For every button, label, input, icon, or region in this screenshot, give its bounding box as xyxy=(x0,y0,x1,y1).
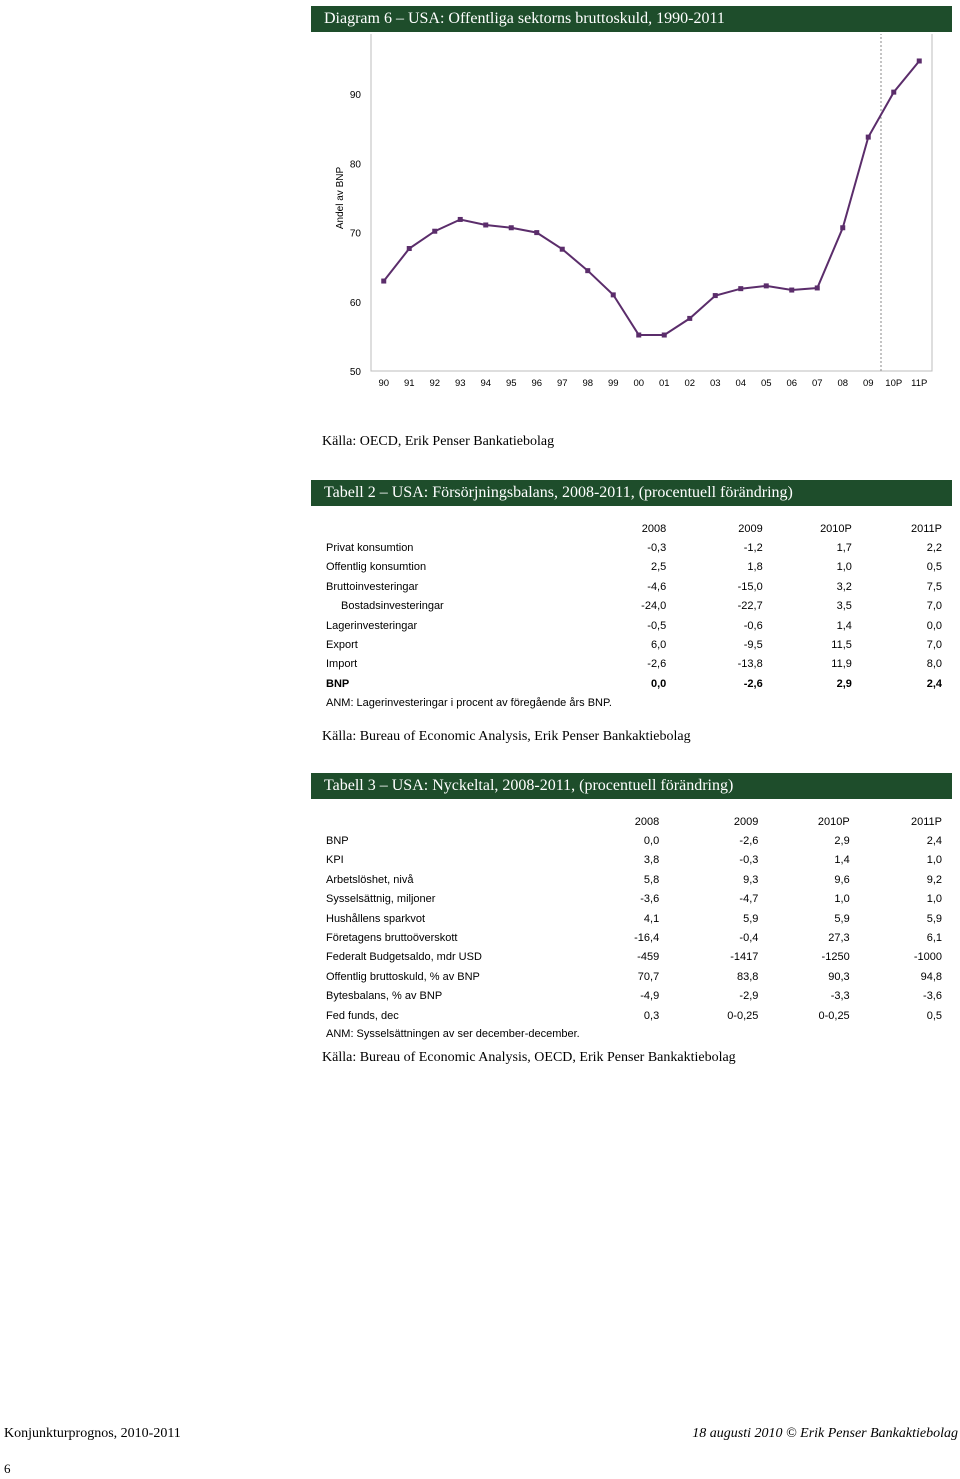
table-row xyxy=(322,635,942,654)
x-tick-label: 07 xyxy=(811,378,823,389)
data-point xyxy=(636,333,641,338)
x-tick-label: 95 xyxy=(505,378,517,389)
data-point xyxy=(687,316,692,321)
table2-header-2008: 2008 xyxy=(641,522,667,535)
row-value: -15,0 xyxy=(737,580,763,593)
y-tick-label: 90 xyxy=(349,90,361,102)
row-value: -1417 xyxy=(730,951,759,964)
row-label: Sysselsättnig, miljoner xyxy=(326,893,436,906)
table-row xyxy=(322,1006,942,1025)
x-tick-label: 10P xyxy=(885,378,903,389)
row-label: Privat konsumtion xyxy=(326,542,414,555)
table-row xyxy=(322,909,942,928)
x-tick-label: 06 xyxy=(786,378,798,389)
row-value: -2,6 xyxy=(739,835,759,848)
row-value: 7,0 xyxy=(926,639,942,652)
row-value: -4,6 xyxy=(647,580,667,593)
row-value: -13,8 xyxy=(737,658,763,671)
table3-header-label xyxy=(322,812,545,831)
row-label: Offentlig konsumtion xyxy=(326,561,427,574)
table-row xyxy=(322,967,942,986)
x-tick-label: 01 xyxy=(658,378,670,389)
row-value: 6,0 xyxy=(650,639,667,652)
y-tick-label: 80 xyxy=(349,159,361,171)
row-value: 2,2 xyxy=(926,542,942,555)
table3-header-2010p: 2010P xyxy=(817,815,850,828)
row-value: 4,1 xyxy=(643,912,660,925)
row-value: 11,5 xyxy=(831,639,852,652)
table2-header-2009: 2009 xyxy=(738,522,763,535)
table2-header-2011p: 2011P xyxy=(911,522,942,535)
plot-frame xyxy=(371,34,932,371)
y-tick-label: 60 xyxy=(349,297,361,309)
row-value: 2,4 xyxy=(926,835,942,848)
row-value: 2,5 xyxy=(650,561,667,574)
data-point xyxy=(432,229,437,234)
row-value: 2,9 xyxy=(834,835,850,848)
row-value: -459 xyxy=(637,951,660,964)
row-value: -2,6 xyxy=(647,658,667,671)
series-line xyxy=(384,61,920,335)
row-value: -16,4 xyxy=(634,932,660,945)
table-row xyxy=(322,655,942,674)
row-value: -3,6 xyxy=(923,990,942,1003)
row-label: Fed funds, dec xyxy=(326,1009,399,1022)
row-label: Offentlig bruttoskuld, % av BNP xyxy=(326,970,480,983)
table3-header-row xyxy=(322,812,942,831)
chart-series xyxy=(381,58,922,337)
table2-note: ANM: Lagerinvesteringar i procent av föregående års BNP. xyxy=(326,696,612,709)
data-point xyxy=(560,247,565,252)
table2-body xyxy=(322,538,942,693)
x-tick-label: 91 xyxy=(403,378,415,389)
data-point xyxy=(764,283,769,288)
data-point xyxy=(483,222,488,227)
row-value: 11,9 xyxy=(831,658,852,671)
chart-svg xyxy=(311,34,952,430)
row-label: Lagerinvesteringar xyxy=(326,619,418,632)
table3-header-2011p: 2011P xyxy=(911,815,942,828)
row-value: 3,2 xyxy=(836,580,852,593)
row-value: -3,6 xyxy=(640,893,660,906)
row-label: Bruttoinvesteringar xyxy=(326,580,419,593)
row-label: BNP xyxy=(326,677,350,690)
row-label: KPI xyxy=(326,854,344,867)
row-value: 0-0,25 xyxy=(818,1009,850,1022)
table-row xyxy=(322,577,942,596)
table3-title: Tabell 3 – USA: Nyckeltal, 2008-2011, (procentuell förändring) xyxy=(311,773,952,799)
x-tick-label: 98 xyxy=(582,378,594,389)
row-value: 1,0 xyxy=(926,893,942,906)
row-value: 2,4 xyxy=(926,677,942,690)
row-value: 0,5 xyxy=(926,561,942,574)
row-label: Federalt Budgetsaldo, mdr USD xyxy=(326,951,482,964)
row-value: 6,1 xyxy=(926,932,942,945)
table3-header-2009: 2009 xyxy=(733,815,759,828)
table-row xyxy=(322,948,942,967)
row-value: 1,8 xyxy=(747,561,763,574)
data-point xyxy=(407,246,412,251)
row-value: 0,0 xyxy=(926,619,942,632)
table2-source: Källa: Bureau of Economic Analysis, Erik Penser Bankaktiebolag xyxy=(322,729,691,744)
table-row xyxy=(322,674,942,693)
x-tick-label: 99 xyxy=(607,378,619,389)
x-tick-label: 02 xyxy=(684,378,696,389)
row-value: 27,3 xyxy=(828,932,850,945)
data-point xyxy=(891,90,896,95)
table-row xyxy=(322,870,942,889)
x-tick-label: 97 xyxy=(556,378,568,389)
row-value: -4,9 xyxy=(640,990,660,1003)
row-value: 9,2 xyxy=(926,873,942,886)
row-value: -3,3 xyxy=(830,990,850,1003)
row-value: 0,3 xyxy=(643,1009,660,1022)
row-value: 1,0 xyxy=(834,893,850,906)
row-value: 9,3 xyxy=(743,873,759,886)
row-value: 7,5 xyxy=(926,580,942,593)
row-value: -1000 xyxy=(913,951,942,964)
row-value: -4,7 xyxy=(739,893,759,906)
row-value: -0,4 xyxy=(739,932,759,945)
y-tick-label: 70 xyxy=(349,228,361,240)
row-value: 5,8 xyxy=(643,873,660,886)
row-label: Bostadsinvesteringar xyxy=(341,600,444,613)
row-label: Export xyxy=(326,639,358,652)
table2-title: Tabell 2 – USA: Försörjningsbalans, 2008-2011, (procentuell förändring) xyxy=(311,480,952,506)
row-value: 5,9 xyxy=(834,912,850,925)
row-value: 3,8 xyxy=(643,854,660,867)
row-value: 1,0 xyxy=(836,561,852,574)
row-value: 0,0 xyxy=(643,835,660,848)
row-value: 5,9 xyxy=(926,912,942,925)
x-tick-label: 11P xyxy=(911,378,928,389)
page-number: 6 xyxy=(4,1461,11,1476)
row-value: -9,5 xyxy=(743,639,763,652)
footer-left: Konjunkturprognos, 2010-2011 xyxy=(4,1426,181,1441)
row-label: Bytesbalans, % av BNP xyxy=(326,990,443,1003)
data-point xyxy=(611,292,616,297)
x-tick-label: 94 xyxy=(480,378,492,389)
table3-body xyxy=(322,831,942,1025)
x-tick-label: 90 xyxy=(378,378,390,389)
row-value: -22,7 xyxy=(737,600,763,613)
table3 xyxy=(322,812,942,1043)
x-tick-label: 08 xyxy=(837,378,849,389)
row-value: 94,8 xyxy=(920,970,942,983)
table-row xyxy=(322,597,942,616)
y-tick-label: 50 xyxy=(349,367,361,378)
row-value: 5,9 xyxy=(743,912,759,925)
debt-chart xyxy=(311,34,952,430)
row-value: 70,7 xyxy=(637,970,660,983)
row-value: 8,0 xyxy=(926,658,942,671)
table-row xyxy=(322,616,942,635)
row-value: 9,6 xyxy=(834,873,850,886)
x-tick-label: 96 xyxy=(531,378,543,389)
data-point xyxy=(917,58,922,63)
row-value: 0-0,25 xyxy=(727,1009,759,1022)
table-row xyxy=(322,987,942,1006)
x-tick-label: 03 xyxy=(709,378,721,389)
data-point xyxy=(458,217,463,222)
footer-right: 18 augusti 2010 © Erik Penser Bankaktiebolag xyxy=(692,1426,958,1441)
row-value: 1,0 xyxy=(926,854,942,867)
table2 xyxy=(322,519,942,712)
row-value: 90,3 xyxy=(828,970,850,983)
chart-axes xyxy=(335,34,932,389)
data-point xyxy=(713,293,718,298)
table-row xyxy=(322,538,942,557)
row-value: -1250 xyxy=(821,951,850,964)
row-value: -1,2 xyxy=(743,542,763,555)
data-point xyxy=(662,333,667,338)
table2-header-row xyxy=(322,519,942,538)
table-row xyxy=(322,851,942,870)
diagram-source: Källa: OECD, Erik Penser Bankatiebolag xyxy=(322,434,555,449)
row-value: -2,9 xyxy=(739,990,759,1003)
table3-note: ANM: Sysselsättningen av ser december-december. xyxy=(326,1028,580,1041)
x-tick-label: 93 xyxy=(454,378,466,389)
data-point xyxy=(866,135,871,140)
row-value: 1,7 xyxy=(836,542,852,555)
table-row xyxy=(322,928,942,947)
data-point xyxy=(840,225,845,230)
table-row xyxy=(322,890,942,909)
row-label: Import xyxy=(326,658,358,671)
row-value: 2,9 xyxy=(836,677,852,690)
row-value: -0,6 xyxy=(743,619,763,632)
data-point xyxy=(815,285,820,290)
row-label: Hushållens sparkvot xyxy=(326,912,426,925)
x-tick-label: 05 xyxy=(760,378,772,389)
data-point xyxy=(509,225,514,230)
diagram-title: Diagram 6 – USA: Offentliga sektorns bruttoskuld, 1990-2011 xyxy=(311,6,952,32)
table-row xyxy=(322,831,942,850)
row-value: -0,3 xyxy=(739,854,759,867)
data-point xyxy=(789,288,794,293)
x-tick-label: 09 xyxy=(862,378,874,389)
table3-header-2008: 2008 xyxy=(634,815,660,828)
row-value: 1,4 xyxy=(834,854,850,867)
row-value: 0,0 xyxy=(650,677,667,690)
x-tick-label: 00 xyxy=(633,378,645,389)
row-value: -0,5 xyxy=(647,619,667,632)
table-row xyxy=(322,558,942,577)
row-label: BNP xyxy=(326,835,349,848)
row-value: 0,5 xyxy=(926,1009,942,1022)
row-value: -24,0 xyxy=(641,600,667,613)
row-label: Företagens bruttoöverskott xyxy=(326,932,458,945)
table2-header-label xyxy=(322,519,555,538)
x-tick-label: 04 xyxy=(735,378,747,389)
data-point xyxy=(738,286,743,291)
data-point xyxy=(585,268,590,273)
table2-header-2010p: 2010P xyxy=(820,522,852,535)
row-value: -0,3 xyxy=(647,542,667,555)
row-value: 3,5 xyxy=(836,600,852,613)
row-value: -2,6 xyxy=(743,677,763,690)
row-value: 83,8 xyxy=(736,970,759,983)
data-point xyxy=(534,230,539,235)
y-axis-label: Andel av BNP xyxy=(335,166,346,230)
x-tick-label: 92 xyxy=(429,378,441,389)
table3-source: Källa: Bureau of Economic Analysis, OECD, Erik Penser Bankaktiebolag xyxy=(322,1050,736,1065)
row-value: 7,0 xyxy=(926,600,942,613)
data-point xyxy=(381,279,386,284)
row-value: 1,4 xyxy=(836,619,852,632)
row-label: Arbetslöshet, nivå xyxy=(326,873,414,886)
